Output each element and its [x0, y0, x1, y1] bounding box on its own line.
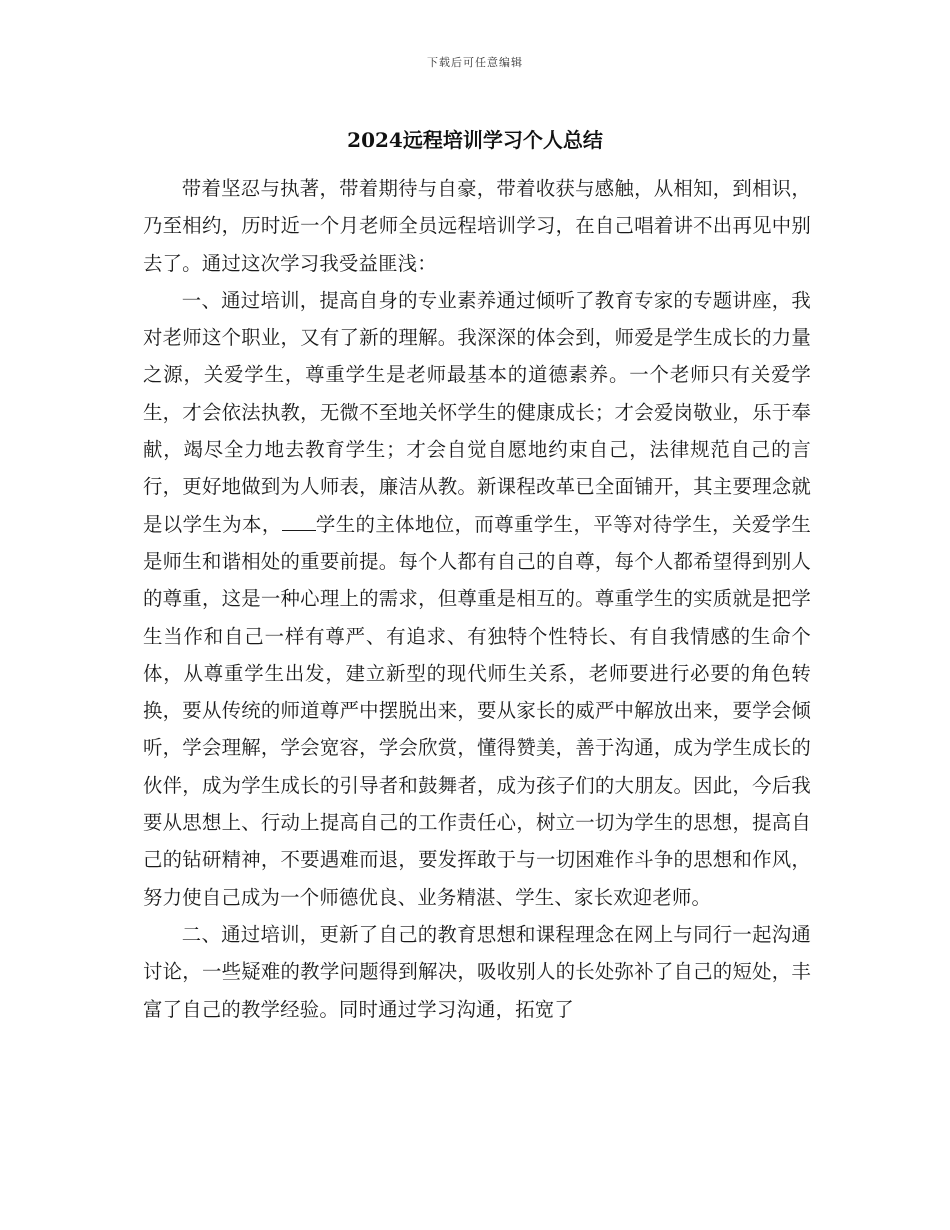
document-body	[143, 170, 811, 1028]
paragraph-section-one-text: 一、通过培训，提高自身的专业素养通过倾听了教育专家的专题讲座，我对老师这个职业，又有了新的理解。我深深的体会到，师爱是学生成长的力量之源，关爱学生，尊重学生是老师最基本的道德素养。一个老师只有关爱学生，才会依法执教，无微不至地关怀学生的健康成长；才会爱岗敬业，乐于奉献，竭尽全力地去教育学生；才会自觉自愿地约束自己，法律规范自己的言行，更好地做到为人师表，廉洁从教。新课程改革已全面铺开，其主要理念就是以学生为本，	[143, 288, 811, 536]
paragraph-section-two: 二、通过培训，更新了自己的教育思想和课程理念在网上与同行一起沟通讨论，一些疑难的教学问题得到解决，吸收别人的长处弥补了自己的短处，丰富了自己的教学经验。同时通过学习沟通，拓宽了	[143, 922, 811, 1021]
paragraph-section-one	[143, 282, 811, 916]
header-note: 下载后可任意编辑	[427, 56, 523, 69]
fill-in-blank	[282, 510, 316, 530]
paragraph-section-one-continued: 学生的主体地位，而尊重学生，平等对待学生，关爱学生是师生和谐相处的重要前提。每个人都有自己的自尊，每个人都希望得到别人的尊重，这是一种心理上的需求，但尊重是相互的。尊重学生的实质就是把学生当作和自己一样有尊严、有追求、有独特个性特长、有自我情感的生命个体，从尊重学生出发，建立新型的现代师生关系，老师要进行必要的角色转换，要从传统的师道尊严中摆脱出来，要从家长的威严中解放出来，要学会倾听，学会理解，学会宽容，学会欣赏，懂得赞美，善于沟通，成为学生成长的伙伴，成为学生成长的引导者和鼓舞者，成为孩子们的大朋友。因此，今后我要从思想上、行动上提高自己的工作责任心，树立一切为学生的思想，提高自己的钻研精神，不要遇难而退，要发挥敢于与一切困难作斗争的思想和作风，努力使自己成为一个师德优良、业务精湛、学生、家长欢迎老师。	[143, 512, 811, 909]
document-title: 2024远程培训学习个人总结	[347, 128, 603, 152]
paragraph-intro: 带着坚忍与执著，带着期待与自豪，带着收获与感触，从相知，到相识，乃至相约，历时近一个月老师全员远程培训学习，在自己唱着讲不出再见中别去了。通过这次学习我受益匪浅：	[143, 177, 811, 275]
